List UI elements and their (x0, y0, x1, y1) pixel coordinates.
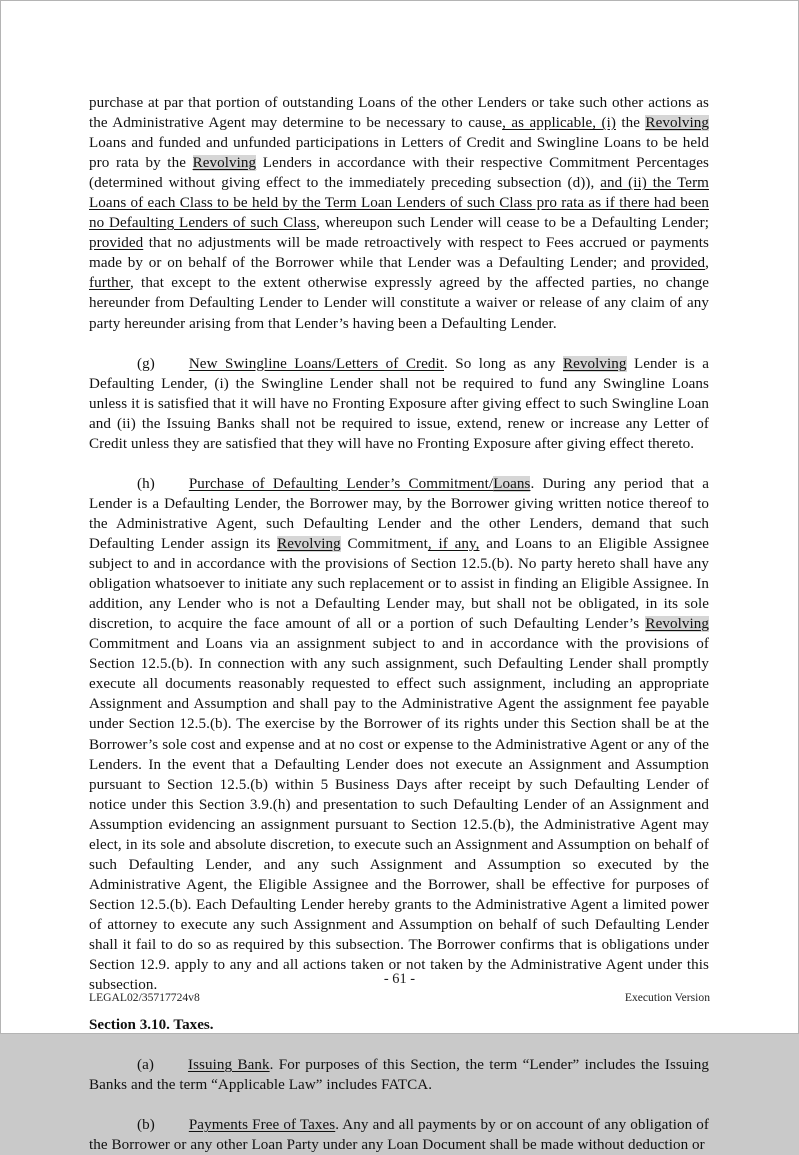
subsection-heading-b: Payments Free of Taxes (188, 1117, 336, 1134)
footer-row (89, 991, 710, 1004)
text-run: that no adjustments will be made retroactively with respect to Fees accrued or payments made by or on behalf of the Borrower while that Lender was a Defaulting Lender; and (89, 235, 709, 272)
text-run: , that except to the extent otherwise expressly agreed by the affected parties, no change hereunder from Defaulting Lender to Lender will constitute a waiver or release of any claim of any party hereunder arising from that Lender’s having been a Defaulting Lender. (89, 275, 709, 332)
tracked-term-revolving: Revolving (645, 616, 709, 633)
tracked-insert-as-applicable: , as applicable, (i) (502, 115, 616, 132)
footer-version-label: Execution Version (624, 991, 710, 1004)
text-run: Lenders in accordance with their respective Commitment Percentages (determined without giving effect to the immediately preceding subsection (d)), (89, 155, 710, 192)
footer-document-id: LEGAL02/35717724v8 (89, 991, 200, 1004)
tracked-term-loans: Loans (493, 475, 531, 492)
subsection-marker-a: (a) (137, 1057, 154, 1074)
paragraph-subsection-h (89, 474, 709, 995)
subsection-heading-g: New Swingline Loans/Letters of Credit (188, 355, 445, 372)
text-run: . Any and all payments by or on account of any obligation of the Borrower or any other Loan Party under any Loan Document shall be made without deduction or (89, 1117, 710, 1154)
text-run: , (705, 255, 709, 272)
subsection-heading-h: Purchase of Defaulting Lender’s Commitment/ (188, 475, 494, 492)
tracked-insert-if-any: , if any, (427, 536, 480, 553)
text-run: and Loans to an Eligible Assignee subject to and in accordance with the provisions of Section 12.5.(b). No party hereto shall have any obligation whatsoever to initiate any such replacement or to assist in finding an Eligible Assignee. In addition, any Lender who is not a Defaulting Lender may, but shall not be obligated, in its sole discretion, to acquire the face amount of all or a portion of such Defaulting Lender’s (89, 536, 709, 633)
emphasis-further: further (89, 275, 130, 292)
subsection-marker-h: (h) (137, 475, 155, 492)
text-run: the (615, 115, 646, 132)
text-run: purchase at par that portion of outstanding Loans of the other Lenders or take such other actions as the Administrative Agent may determine to be necessary to cause (89, 95, 709, 132)
section-heading-3-10: Section 3.10. Taxes. (89, 1017, 214, 1034)
tracked-term-revolving: Revolving (562, 355, 627, 372)
subsection-marker-b: (b) (137, 1117, 155, 1134)
emphasis-provided: provided (89, 235, 144, 252)
paragraph-continuation (89, 93, 709, 334)
paragraph-subsection-b (89, 1115, 709, 1155)
subsection-marker-g: (g) (137, 355, 155, 372)
page-footer (89, 963, 710, 1033)
text-run: . For purposes of this Section, the term “Lender” includes the Issuing Banks and the term “Applicable Law” includes FATCA. (89, 1057, 709, 1094)
text-run: Lender is a Defaulting Lender, (i) the Swingline Lender shall not be required to fund any Swingline Loans unless it is satisfied that it will have no Fronting Exposure after giving effect to such Swingline Loan and (ii) the Issuing Banks shall not be required to issue, extend, renew or increase any Letter of Credit unless they are satisfied that they will have no Fronting Exposure after giving effect thereto. (89, 355, 709, 452)
tracked-insert-term-loans-clause: and (ii) the Term Loans of each Class to be held by the Term Loan Lenders of such Class pro rata as if there had been no Defaulting Lenders of such Class (89, 175, 710, 232)
tracked-term-revolving: Revolving (192, 155, 257, 172)
page-number: - 61 - (383, 971, 416, 987)
tracked-term-revolving: Revolving (645, 115, 709, 132)
emphasis-provided: provided (650, 255, 706, 272)
paragraph-subsection-a (89, 1055, 709, 1095)
text-run: . So long as any (444, 355, 563, 372)
text-run: Loans and funded and unfunded participations in Letters of Credit and Swingline Loans to be held pro rata by the (89, 135, 709, 172)
tracked-term-revolving: Revolving (277, 536, 341, 553)
text-run: Commitment (340, 536, 428, 553)
text-run: Commitment and Loans via an assignment subject to and in accordance with the provisions of Section 12.5.(b). In connection with any such assignment, such Defaulting Lender shall promptly execute all documents reasonably requested to effect such assignment, including an appropriate Assignment and Assumption and shall pay to the Administrative Agent the assignment fee payable under Section 12.5.(b). The exercise by the Borrower of its rights under this Section shall be at the Borrower’s sole cost and expense and at no cost or expense to the Administrative Agent or any of the Lenders. In the event that a Defaulting Lender does not execute an Assignment and Assumption pursuant to Section 12.5.(b) within 5 Business Days after receipt by such Defaulting Lender of notice under this Section 3.9.(h) and presentation to such Defaulting Lender of an Assignment and Assumption evidencing an assignment pursuant to Section 12.5.(b), the Administrative Agent may elect, in its sole and absolute discretion, to execute such an Assignment and Assumption on behalf of such Defaulting Lender, and any such Assignment and Assumption so executed by the Administrative Agent, the Eligible Assignee and the Borrower, shall be effective for purposes of Section 12.5.(b). Each Defaulting Lender hereby grants to the Administrative Agent a limited power of attorney to execute any such Assignment and Assumption on behalf of such Defaulting Lender shall it fail to do so as required by this subsection. The Borrower confirms that is obligations under Section 12.9. apply to any and all actions taken or not taken by the Administrative Agent under this subsection. (89, 636, 709, 994)
text-run: , whereupon such Lender will cease to be a Defaulting Lender; (316, 215, 709, 232)
text-run: . During any period that a Lender is a Defaulting Lender, the Borrower may, by the Borrower giving written notice thereof to the Administrative Agent, such Defaulting Lender and the other Lenders, demand that such Defaulting Lender assign its (89, 475, 709, 553)
subsection-heading-a: Issuing Bank (187, 1057, 270, 1074)
paragraph-subsection-g (89, 354, 709, 454)
